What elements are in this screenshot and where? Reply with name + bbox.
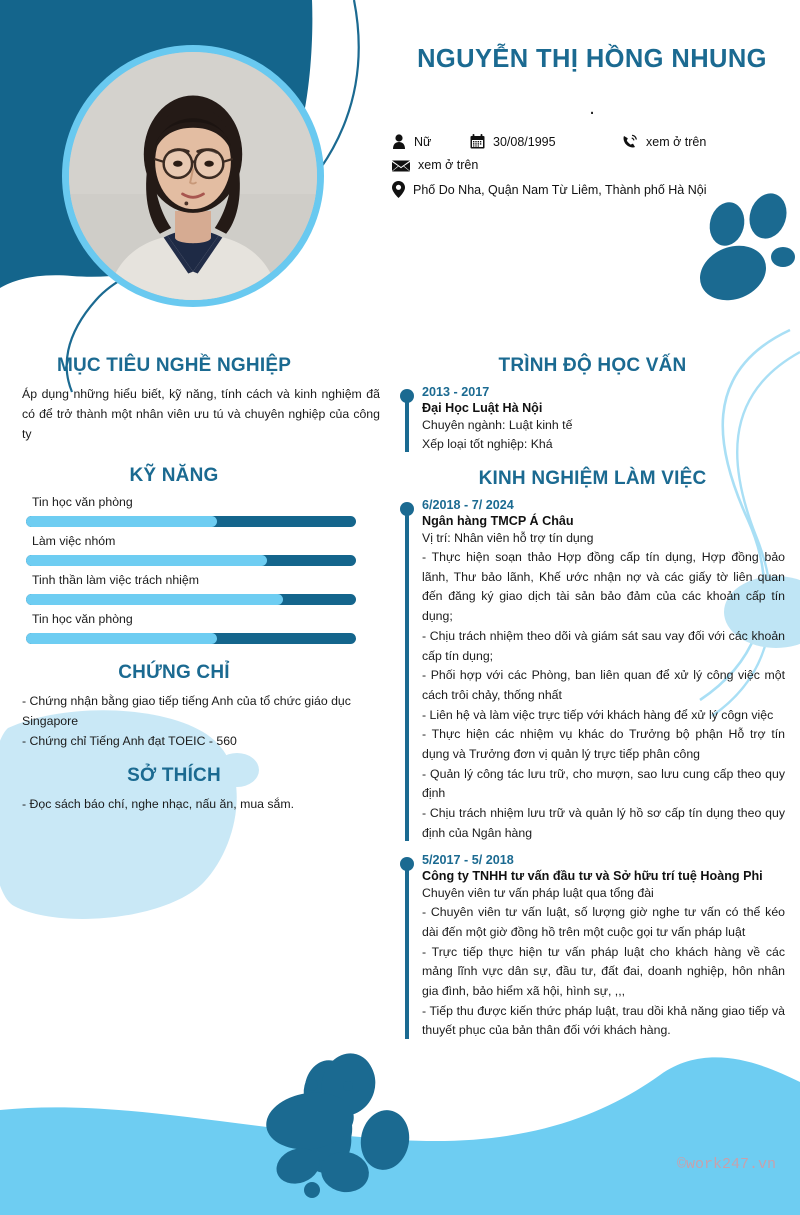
skill-label: Tin học văn phòng: [32, 611, 133, 626]
timeline-line: [405, 865, 409, 1039]
hobbies-section: [22, 765, 380, 815]
education-organization: Đại Học Luật Hà Nội: [422, 401, 543, 415]
skill-bar-fill: [26, 516, 217, 527]
contact-gender: [392, 134, 470, 149]
hobby-item: - Đọc sách báo chí, nghe nhạc, nấu ăn, mua sắm.: [22, 797, 295, 812]
education-section: [400, 355, 785, 454]
skills-title: KỸ NĂNG: [129, 464, 219, 486]
experience-role: Chuyên viên tư vấn pháp luật qua tổng đài: [422, 886, 654, 901]
skill-item: [22, 573, 380, 605]
tiny-dot-left: [306, 1079, 318, 1091]
objective-text: Áp dụng những hiểu biết, kỹ năng, tính cách và kinh nghiệm đã có để trở thành một nhân viên ưu tú và chuyên nghiệp của công ty: [22, 387, 380, 441]
header-blob-4: [771, 247, 795, 267]
contact-dob: [470, 134, 622, 149]
contact-email: [392, 158, 478, 172]
header: [392, 45, 792, 207]
objective-title: MỤC TIÊU NGHỀ NGHIỆP: [56, 355, 292, 376]
envelope-icon: [392, 159, 410, 172]
education-date: 2013 - 2017: [422, 385, 490, 399]
skill-bar-fill: [26, 633, 217, 644]
experience-date: 5/2017 - 5/ 2018: [422, 853, 514, 868]
skill-bar-track: [26, 594, 356, 605]
experience-bullet: - Liên hệ và làm việc trực tiếp với khách hàng để xử lý côgn việc: [422, 707, 774, 722]
certificate-item: - Chứng nhận bằng giao tiếp tiếng Anh của tổ chức giáo dục Singapore: [22, 693, 351, 728]
calendar-icon: [470, 134, 485, 149]
skill-item: [22, 534, 380, 566]
experience-bullet: - Chịu trách nhiệm theo dõi và giám sát sau vay đối với các khoản cấp tín dụng;: [422, 628, 785, 663]
skills-list: [22, 495, 380, 644]
skill-label: Tin học văn phòng: [32, 494, 133, 509]
experience-bullet: - Chịu trách nhiệm lưu trữ và quản lý hồ sơ cấp tín dụng theo quy định của Ngân hàng: [422, 805, 785, 840]
watermark: ©work247.vn: [676, 1156, 776, 1173]
skill-label: Tinh thần làm việc trách nhiệm: [32, 572, 199, 587]
contact-gender-value: Nữ: [414, 134, 432, 149]
certificates-section: [22, 662, 380, 752]
left-column: [22, 355, 380, 815]
page-title: NGUYỄN THỊ HỒNG NHUNG: [417, 45, 767, 73]
profile-photo: [62, 45, 324, 307]
skill-label: Làm việc nhóm: [32, 533, 116, 548]
experience-bullet: - Thực hiện các nhiệm vụ khác do Trưởng bộ phận Hỗ trợ tín dụng và Trưởng đơn vị quản lý trực tiếp phân công: [422, 727, 785, 761]
education-list: [400, 385, 785, 454]
timeline-line: [405, 397, 409, 452]
experience-section: [400, 468, 785, 1041]
certificate-item: - Chứng chỉ Tiếng Anh đạt TOEIC - 560: [22, 733, 237, 748]
certificates-title: CHỨNG CHỈ: [118, 661, 230, 683]
person-icon: [392, 134, 406, 149]
contact-phone: [622, 134, 706, 149]
skill-bar-track: [26, 555, 356, 566]
location-pin-icon: [392, 181, 405, 198]
experience-bullet: - Chuyên viên tư vấn luật, số lượng giờ nghe tư vấn có thể kéo dài đến một giờ đồng hồ trên một cuộc gọi tư vấn pháp luật: [422, 905, 785, 939]
experience-bullet: - Phối hợp với các Phòng, ban liên quan để xử lý công việc một cách trôi chảy, thống nhất: [422, 668, 785, 702]
skill-item: [22, 612, 380, 644]
skill-item: [22, 495, 380, 527]
contact-dob-value: 30/08/1995: [493, 134, 556, 149]
hobbies-list: [22, 795, 380, 815]
skill-bar-track: [26, 516, 356, 527]
contact-row-2: [392, 158, 792, 172]
experience-bullets: [422, 903, 785, 1041]
profile-photo-image: [69, 52, 317, 300]
contact-email-value: xem ở trên: [418, 158, 479, 173]
header-blob-1: [692, 236, 775, 310]
objective-section: [22, 355, 380, 445]
contact-row-1: [392, 134, 792, 149]
phone-icon: [622, 134, 638, 149]
experience-bullet: - Tiếp thu được kiến thức pháp luật, trau dồi khả năng giao tiếp và thuyết phục của bản thân đối với khách hàng.: [422, 1003, 785, 1038]
experience-list: [400, 498, 785, 1041]
contact-address: [392, 181, 706, 198]
experience-organization: Ngân hàng TMCP Á Châu: [422, 514, 574, 529]
experience-bullets: [422, 548, 785, 843]
right-column: [400, 355, 785, 1051]
tiny-dot-upper: [343, 1081, 353, 1091]
timeline-line: [405, 510, 409, 841]
certificates-list: [22, 692, 380, 752]
experience-role: Vị trí: Nhân viên hỗ trợ tín dụng: [422, 531, 594, 546]
skill-bar-fill: [26, 555, 267, 566]
experience-title: KINH NGHIỆM LÀM VIỆC: [478, 468, 707, 490]
experience-bullet: - Trực tiếp thực hiện tư vấn pháp luật cho khách hàng về các mảng lĩnh vực dân sự, đầu tư, đất đai, doanh nghiệp, hôn nhân gia đình, bảo hiểm xã hội, hình sự, ,,,: [422, 944, 785, 998]
contact-block: [392, 134, 792, 198]
experience-bullet: - Quản lý công tác lưu trữ, cho mượn, sao lưu cung cấp theo quy định: [422, 766, 785, 801]
experience-entry: [400, 853, 785, 1041]
skill-bar-fill: [26, 594, 283, 605]
education-detail: Xếp loại tốt nghiệp: Khá: [422, 437, 553, 452]
education-entry: [400, 385, 785, 454]
skill-bar-track: [26, 633, 356, 644]
skills-section: [22, 465, 380, 644]
education-detail: Chuyên ngành: Luật kinh tế: [422, 418, 573, 432]
experience-entry: [400, 498, 785, 843]
contact-phone-value: xem ở trên: [646, 134, 707, 149]
education-title: TRÌNH ĐỘ HỌC VẤN: [498, 355, 687, 376]
tiny-dot-bottom: [304, 1182, 320, 1198]
contact-row-3: [392, 181, 792, 198]
hobbies-title: SỞ THÍCH: [127, 765, 221, 787]
name-divider-dot: .: [589, 97, 595, 120]
experience-organization: Công ty TNHH tư vấn đầu tư và Sở hữu trí tuệ Hoàng Phi: [422, 869, 763, 884]
contact-address-value: Phố Do Nha, Quận Nam Từ Liêm, Thành phố Hà Nội: [413, 182, 707, 197]
experience-date: 6/2018 - 7/ 2024: [422, 498, 514, 513]
experience-bullet: - Thực hiện soạn thảo Hợp đồng cấp tín dụng, Hợp đồng bảo lãnh, Thư bảo lãnh, Khế ước nhận nợ và các giấy tờ liên quan đến đăng ký giao dịch tài sản bảo đảm của các khoản cấp tín dụng;: [422, 550, 785, 624]
